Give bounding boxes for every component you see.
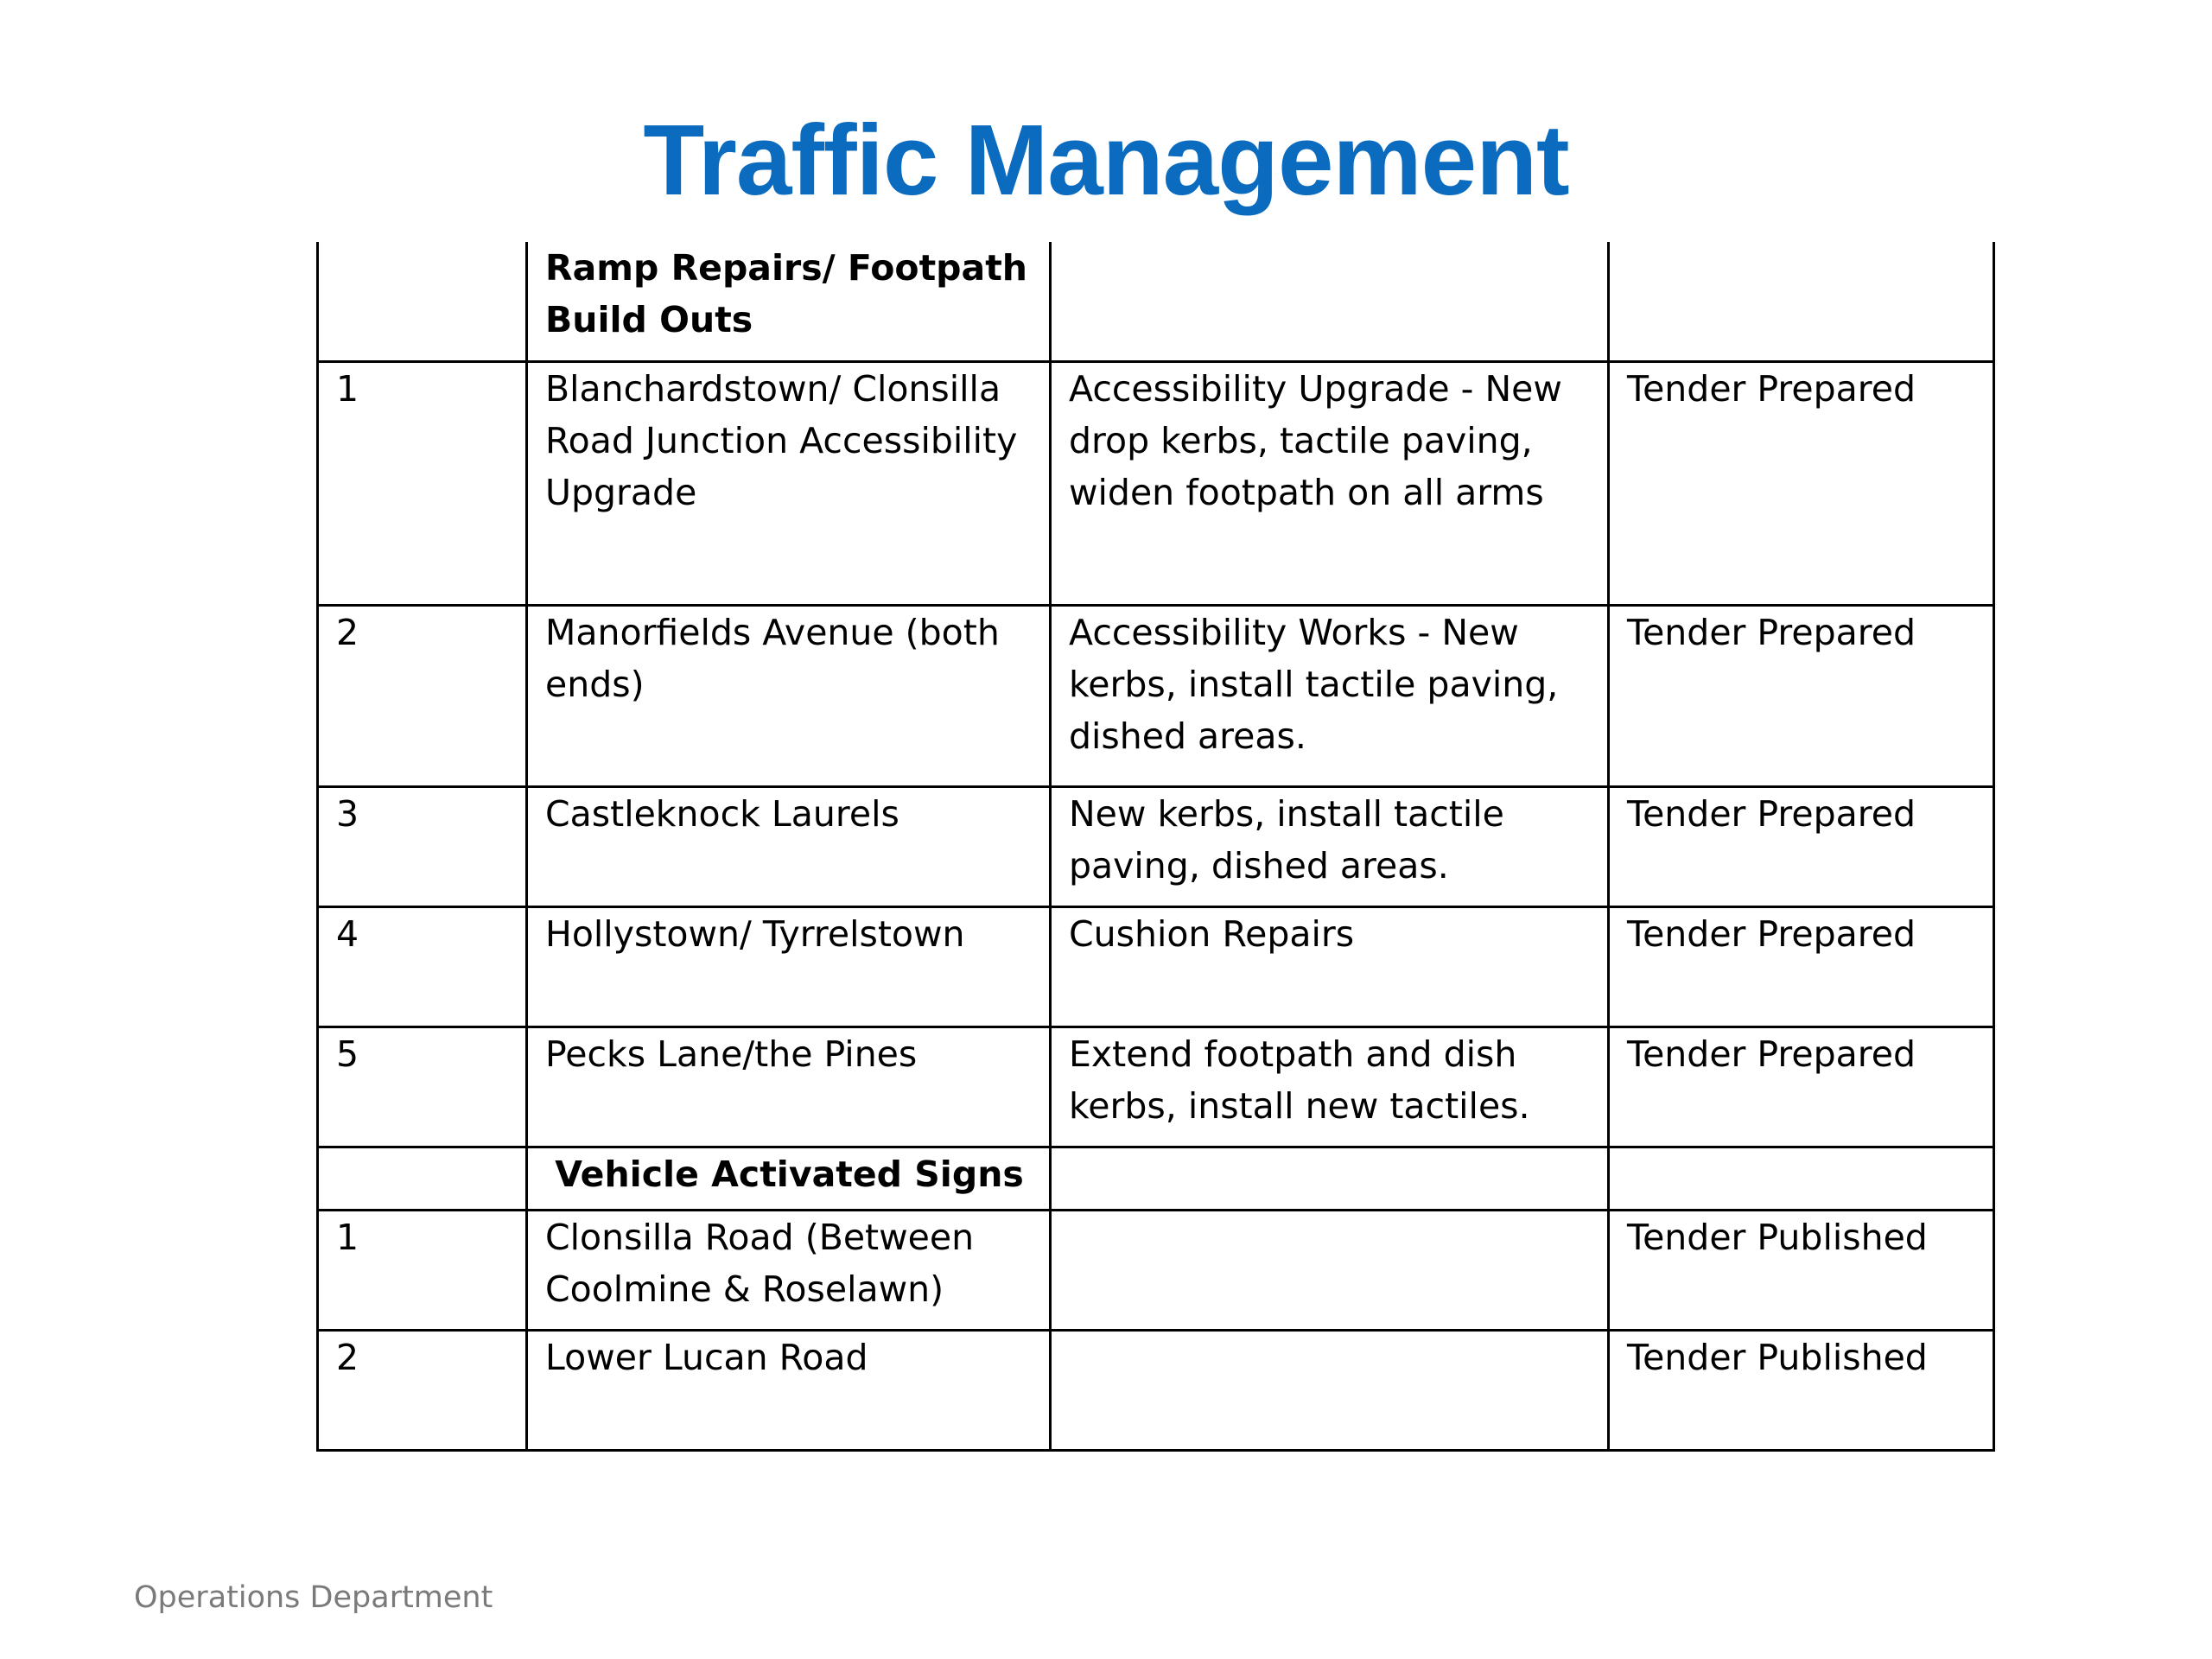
row-status: Tender Prepared: [1609, 605, 1994, 786]
row-description: [1051, 1330, 1609, 1450]
row-location: Clonsilla Road (Between Coolmine & Roselawn): [527, 1210, 1051, 1330]
table-row: [318, 786, 1994, 906]
row-description: [1051, 1210, 1609, 1330]
section-heading-cell: [527, 1147, 1051, 1210]
row-status: Tender Published: [1609, 1210, 1994, 1330]
table-row: [318, 361, 1994, 605]
table-row: [318, 1027, 1994, 1147]
row-location: Hollystown/ Tyrrelstown: [527, 906, 1051, 1027]
row-number: 2: [318, 1330, 527, 1450]
row-location: Castleknock Laurels: [527, 786, 1051, 906]
works-table-container: [316, 242, 1993, 1452]
section-heading-vehicle-activated-signs: Vehicle Activated Signs: [555, 1153, 1024, 1195]
row-description: New kerbs, install tactile paving, dished areas.: [1051, 786, 1609, 906]
row-number: 3: [318, 786, 527, 906]
section-heading-cell: [527, 242, 1051, 361]
table-row: [318, 1210, 1994, 1330]
row-status: Tender Prepared: [1609, 906, 1994, 1027]
row-description: Accessibility Upgrade - New drop kerbs, tactile paving, widen footpath on all arms: [1051, 361, 1609, 605]
row-status: Tender Prepared: [1609, 1027, 1994, 1147]
row-number: 5: [318, 1027, 527, 1147]
row-number: 1: [318, 361, 527, 605]
row-description: Accessibility Works - New kerbs, install tactile paving, dished areas.: [1051, 605, 1609, 786]
section-heading-row: [318, 1147, 1994, 1210]
table-cell-empty: [1051, 242, 1609, 361]
row-description: Extend footpath and dish kerbs, install new tactiles.: [1051, 1027, 1609, 1147]
section-heading-row: [318, 242, 1994, 361]
table-cell-empty: [1051, 1147, 1609, 1210]
footer-department: Operations Department: [134, 1580, 493, 1615]
table-row: [318, 605, 1994, 786]
row-location: Pecks Lane/the Pines: [527, 1027, 1051, 1147]
table-cell-empty: [318, 242, 527, 361]
slide-title: Traffic Management: [643, 104, 1569, 216]
table-cell-empty: [318, 1147, 527, 1210]
row-number: 4: [318, 906, 527, 1027]
row-location: Lower Lucan Road: [527, 1330, 1051, 1450]
table-cell-empty: [1609, 242, 1994, 361]
row-location: Manorfields Avenue (both ends): [527, 605, 1051, 786]
row-location: Blanchardstown/ Clonsilla Road Junction Accessibility Upgrade: [527, 361, 1051, 605]
table-cell-empty: [1609, 1147, 1994, 1210]
table-row: [318, 906, 1994, 1027]
row-status: Tender Published: [1609, 1330, 1994, 1450]
section-heading-ramp-repairs: Ramp Repairs/ Footpath Build Outs: [545, 247, 1027, 340]
row-number: 1: [318, 1210, 527, 1330]
table-row: [318, 1330, 1994, 1450]
row-status: Tender Prepared: [1609, 361, 1994, 605]
row-status: Tender Prepared: [1609, 786, 1994, 906]
row-description: Cushion Repairs: [1051, 906, 1609, 1027]
row-number: 2: [318, 605, 527, 786]
works-table: [316, 242, 1995, 1452]
